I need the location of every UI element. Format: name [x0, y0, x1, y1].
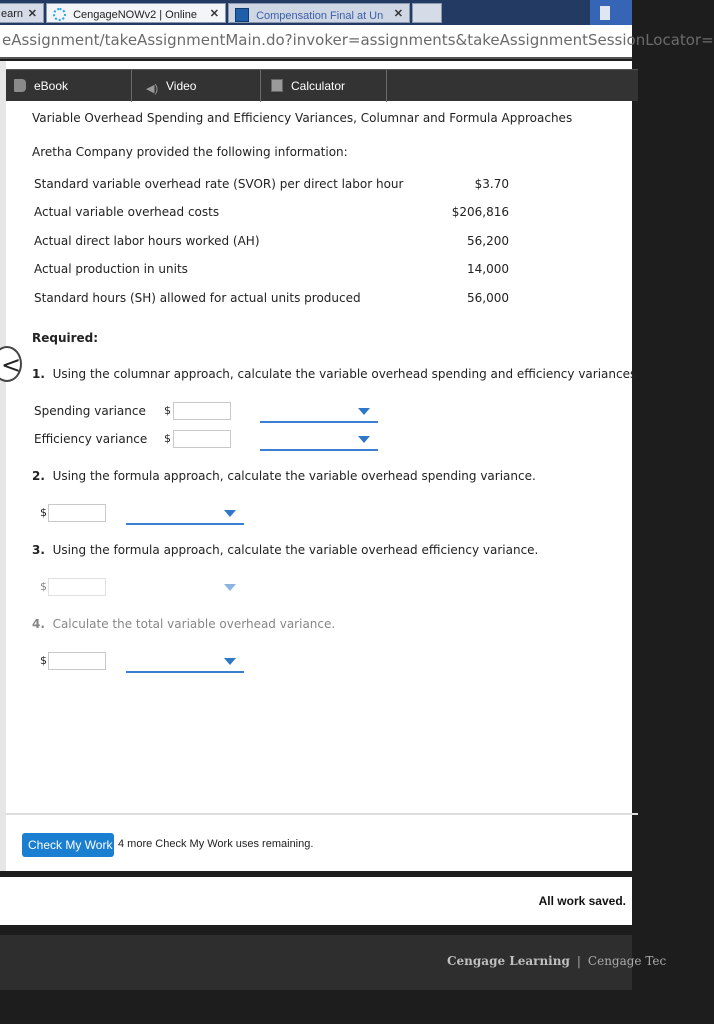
tab-label: Compensation Final at Un [256, 10, 384, 22]
remaining-uses-text: 4 more Check My Work uses remaining. [118, 838, 314, 850]
browser-tab-bar [0, 0, 632, 25]
browser-tab-cengagenow[interactable] [46, 3, 226, 23]
given-row [34, 203, 509, 223]
question-text: Calculate the total variable overhead variance. [52, 617, 336, 631]
required-heading: Required: [32, 331, 99, 345]
question-number: 4. [32, 617, 45, 631]
new-tab-button[interactable] [412, 3, 442, 23]
q4-amount-input[interactable] [48, 652, 106, 670]
currency-symbol: $ [40, 580, 47, 593]
tab-label: CengageNOWv2 | Online [73, 9, 197, 21]
given-row [34, 289, 509, 309]
cengage-favicon-icon [53, 8, 66, 21]
q2-amount-input[interactable] [48, 504, 106, 522]
efficiency-variance-type-select[interactable] [260, 429, 378, 451]
footer-links: Cengage Learning | Cengage Tec [447, 954, 667, 968]
page-footer [0, 935, 667, 990]
calculator-icon [271, 79, 283, 92]
resource-toolbar [6, 69, 638, 101]
video-label: Video [166, 79, 197, 93]
save-status-bar [0, 877, 632, 925]
question-number: 2. [32, 469, 45, 483]
q4-type-select[interactable] [126, 651, 244, 673]
cengage-learning-link[interactable]: Cengage Learning [447, 954, 570, 968]
browser-tab-compensation[interactable] [228, 3, 410, 23]
url-text: eAssignment/takeAssignmentMain.do?invoker=assignments&takeAssignmentSessionLocator= [2, 31, 714, 49]
address-bar[interactable] [0, 25, 714, 59]
question-4 [32, 617, 335, 631]
close-tab-icon[interactable]: ✕ [393, 8, 403, 20]
close-tab-icon[interactable]: ✕ [209, 8, 219, 20]
currency-symbol: $ [40, 506, 47, 519]
efficiency-variance-row [34, 429, 394, 451]
assignment-app [0, 61, 641, 871]
cengage-tech-link[interactable]: Cengage Tec [587, 954, 667, 968]
spending-variance-amount-input[interactable] [173, 402, 231, 420]
efficiency-variance-amount-input[interactable] [173, 430, 231, 448]
browser-tab-learn[interactable] [0, 3, 44, 23]
currency-symbol: $ [164, 432, 171, 445]
question-number: 1. [32, 367, 45, 381]
q2-type-select[interactable] [126, 503, 244, 525]
problem-intro: Aretha Company provided the following information: [32, 145, 348, 159]
calculator-button[interactable] [261, 70, 387, 102]
question-text: Using the columnar approach, calculate the variable overhead spending and efficiency variances. [52, 367, 641, 381]
q3-type-select[interactable] [126, 577, 244, 599]
ebook-button[interactable] [6, 70, 132, 102]
spending-variance-row [34, 401, 394, 423]
problem-title: Variable Overhead Spending and Efficiency Variances, Columnar and Formula Approaches [32, 111, 573, 125]
field-label: Efficiency variance [34, 432, 148, 446]
book-icon [14, 79, 26, 92]
question-1 [32, 367, 640, 381]
given-value: 56,200 [467, 234, 509, 248]
given-row [34, 232, 509, 252]
q4-answer-row [34, 651, 254, 673]
given-value: 56,000 [467, 291, 509, 305]
given-label: Actual direct labor hours worked (AH) [34, 234, 260, 248]
currency-symbol: $ [40, 654, 47, 667]
given-row [34, 175, 509, 195]
given-value: 14,000 [467, 262, 509, 276]
tab-label: earn [1, 8, 24, 20]
divider [6, 813, 638, 815]
close-tab-icon[interactable]: ✕ [27, 8, 37, 20]
question-number: 3. [32, 543, 45, 557]
spending-variance-type-select[interactable] [260, 401, 378, 423]
question-text: Using the formula approach, calculate the variable overhead spending variance. [52, 469, 536, 483]
currency-symbol: $ [164, 404, 171, 417]
q2-answer-row [34, 503, 254, 525]
given-label: Actual variable overhead costs [34, 205, 220, 219]
video-button[interactable] [132, 70, 261, 102]
question-2 [32, 469, 536, 483]
document-favicon-icon [235, 8, 249, 22]
given-row [34, 260, 509, 280]
given-label: Actual production in units [34, 262, 188, 276]
calculator-label: Calculator [291, 79, 346, 93]
check-my-work-button[interactable]: Check My Work [22, 833, 114, 857]
field-label: Spending variance [34, 404, 146, 418]
given-value: $3.70 [474, 177, 509, 191]
question-3 [32, 543, 538, 557]
ebook-label: eBook [34, 79, 69, 93]
given-label: Standard hours (SH) allowed for actual units produced [34, 291, 361, 305]
previous-arrow-icon[interactable] [0, 346, 22, 382]
save-status-text: All work saved. [538, 894, 626, 908]
speaker-icon: ◀) [146, 83, 159, 95]
given-value: $206,816 [451, 205, 509, 219]
q3-amount-input[interactable] [48, 578, 106, 596]
question-text: Using the formula approach, calculate the variable overhead efficiency variance. [52, 543, 539, 557]
q3-answer-row [34, 577, 254, 599]
window-control-area [590, 0, 632, 25]
given-label: Standard variable overhead rate (SVOR) per direct labor hour [34, 177, 404, 191]
